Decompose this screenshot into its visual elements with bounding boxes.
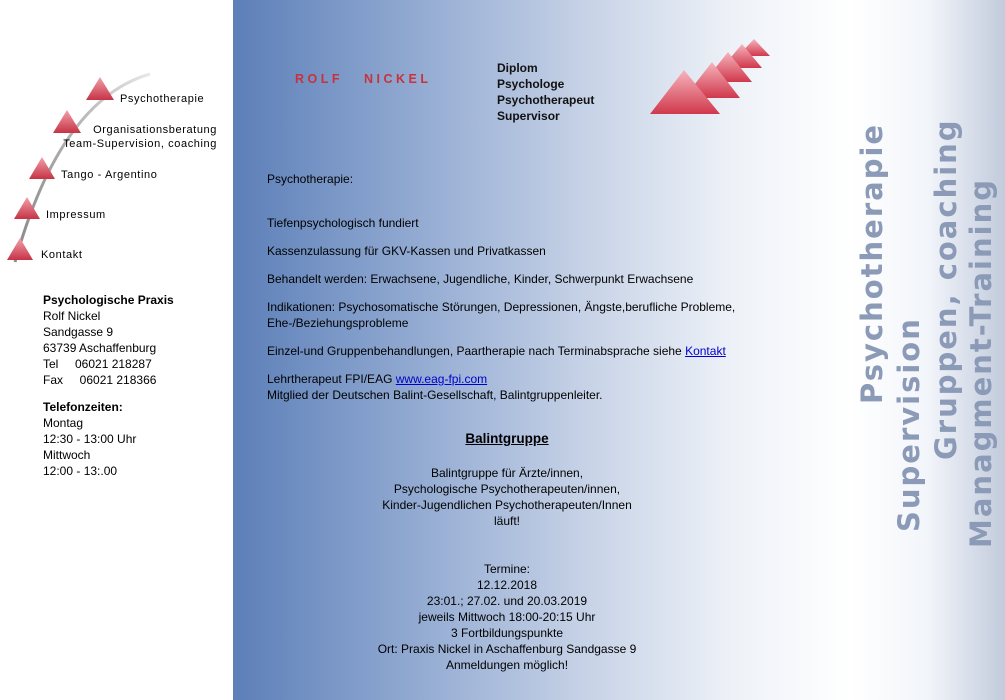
member-text: Mitglied der Deutschen Balint-Gesellschaft, Balintgruppenleiter. bbox=[267, 388, 603, 402]
vertical-word-supervision: Supervision bbox=[892, 317, 926, 532]
termine-line: 12.12.2018 bbox=[476, 578, 538, 592]
gruppen-text: Einzel-und Gruppenbehandlungen, Paartherapie nach Terminabsprache siehe bbox=[267, 344, 686, 358]
address-city: 63739 Aschaffenburg bbox=[43, 341, 157, 355]
title-supervisor: Supervisor bbox=[497, 109, 560, 123]
paragraph-indikationen bbox=[267, 299, 735, 331]
balint-heading: Balintgruppe bbox=[465, 431, 549, 446]
indikationen-line2: Ehe-/Beziehungsprobleme bbox=[267, 316, 409, 330]
nav-tango[interactable]: Tango - Argentino bbox=[61, 169, 158, 181]
pyramid-logo-icon bbox=[648, 36, 773, 118]
vertical-word-gruppen: Gruppen, coaching bbox=[929, 118, 963, 460]
balint-intro-line: läuft! bbox=[493, 514, 520, 528]
balint-intro bbox=[267, 465, 747, 529]
address-block bbox=[43, 292, 174, 388]
hours-day2: Mittwoch bbox=[43, 448, 91, 462]
hours-heading: Telefonzeiten: bbox=[43, 400, 123, 414]
lehr-text: Lehrtherapeut FPI/EAG bbox=[267, 372, 396, 386]
nav-psychotherapie[interactable]: Psychotherapie bbox=[120, 93, 205, 105]
nav-organisationsberatung-line1: Organisationsberatung bbox=[93, 124, 217, 136]
termine-line: Termine: bbox=[483, 562, 530, 576]
hours-time2: 12:00 - 13:.00 bbox=[43, 464, 118, 478]
paragraph-kassen: Kassenzulassung für GKV-Kassen und Privatkassen bbox=[267, 244, 546, 258]
balint-intro-line: Psychologische Psychotherapeuten/innen, bbox=[393, 482, 621, 496]
hours-time1: 12:30 - 13:00 Uhr bbox=[43, 432, 137, 446]
header-name: ROLF NICKEL bbox=[295, 72, 432, 86]
termine-line: 3 Fortbildungspunkte bbox=[450, 626, 564, 640]
phone-hours-block bbox=[43, 399, 136, 479]
termine-line: 23:01.; 27.02. und 20.03.2019 bbox=[426, 594, 588, 608]
paragraph-tiefenpsych: Tiefenpsychologisch fundiert bbox=[267, 216, 419, 230]
sidebar bbox=[0, 0, 233, 700]
balint-intro-line: Kinder-Jugendlichen Psychotherapeuten/Innen bbox=[382, 498, 632, 512]
paragraph-lehrtherapeut bbox=[267, 371, 603, 403]
title-psychotherapeut: Psychotherapeut bbox=[497, 93, 595, 107]
indikationen-line1: Indikationen: Psychosomatische Störungen, Depressionen, Ängste,berufliche Probleme, bbox=[267, 300, 736, 314]
nav-organisationsberatung-line2: Team-Supervision, coaching bbox=[63, 138, 217, 150]
balint-intro-line: Balintgruppe für Ärzte/innen, bbox=[430, 466, 584, 480]
vertical-word-managment: Managment-Training bbox=[964, 178, 998, 548]
address-street: Sandgasse 9 bbox=[43, 325, 114, 339]
address-heading: Psychologische Praxis bbox=[43, 293, 174, 307]
pyramid-icon bbox=[86, 77, 114, 100]
vertical-slogan bbox=[840, 0, 1005, 700]
address-name: Rolf Nickel bbox=[43, 309, 101, 323]
title-diplom: Diplom bbox=[497, 61, 538, 75]
termine-line: Anmeldungen möglich! bbox=[445, 658, 569, 672]
paragraph-gruppen bbox=[267, 343, 726, 359]
eag-fpi-link[interactable]: www.eag-fpi.com bbox=[395, 372, 488, 386]
section-title: Psychotherapie: bbox=[267, 172, 354, 186]
nav-kontakt[interactable]: Kontakt bbox=[41, 249, 83, 261]
title-psychologe: Psychologe bbox=[497, 77, 565, 91]
paragraph-behandelt: Behandelt werden: Erwachsene, Jugendliche, Kinder, Schwerpunkt Erwachsene bbox=[267, 272, 694, 286]
header-titles bbox=[497, 60, 594, 124]
nav-impressum[interactable]: Impressum bbox=[46, 209, 106, 221]
hours-day1: Montag bbox=[43, 416, 84, 430]
nav-organisationsberatung[interactable] bbox=[60, 123, 217, 151]
kontakt-link[interactable]: Kontakt bbox=[685, 344, 726, 358]
termine-line: Ort: Praxis Nickel in Aschaffenburg Sandgasse 9 bbox=[377, 642, 637, 656]
termine-line: jeweils Mittwoch 18:00-20:15 Uhr bbox=[418, 610, 596, 624]
balint-termine bbox=[267, 561, 747, 673]
address-fax: Fax 06021 218366 bbox=[43, 373, 157, 387]
vertical-word-psychotherapie: Psychotherapie bbox=[855, 122, 889, 404]
pyramid-icon bbox=[7, 238, 33, 260]
address-tel: Tel 06021 218287 bbox=[43, 357, 152, 371]
lehr-line bbox=[267, 371, 603, 387]
